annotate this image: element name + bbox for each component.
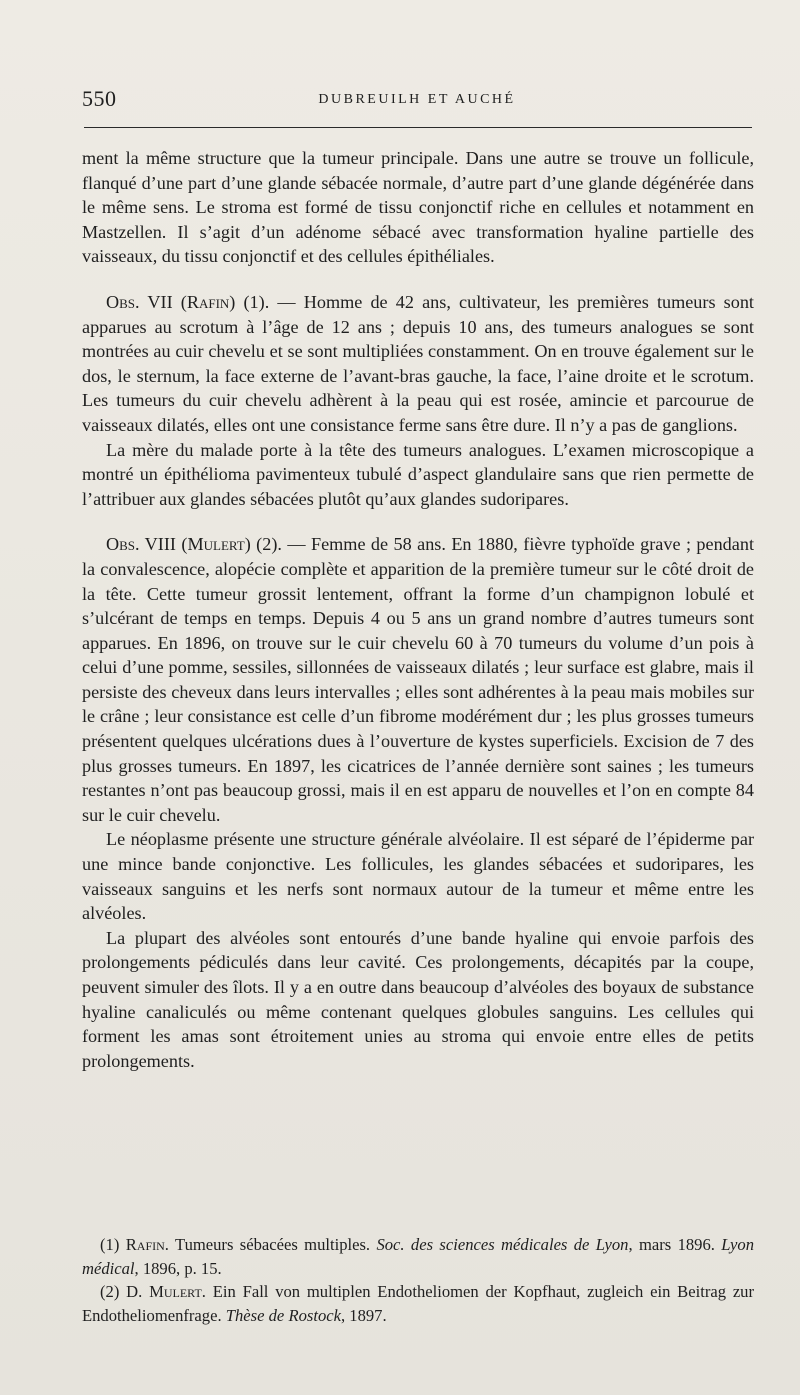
- header-rule: [84, 127, 752, 128]
- footnote-text: , 1896, p. 15.: [134, 1258, 222, 1278]
- footnote-journal: Lyon médical: [82, 1235, 754, 1278]
- paragraph-text: — Femme de 58 ans. En 1880, fièvre typhoïde grave ; pendant la convalescence, alopécie complète et apparition de la première tumeur sur le côté droit de la tête. Cette tumeur grossit lentement, offrant la forme d’un champignon lobulé et s’ulcérant de temps en temps. Depuis 4 ou 5 ans un grand nombre d’autres tumeurs sont apparues. En 1896, on trouve sur le cuir chevelu 60 à 70 tumeurs du volume d’un pois à celui d’une pomme, sessiles, sillonnées de vaisseaux dilatés ; leur surface est glabre, mais il persiste des cheveux dans leurs intervalles ; elles sont adhérentes à la peau mais mobiles sur le crâne ; leur consistance est celle d’un fibrome modérément dur ; les plus grosses tumeurs présentent quelques ulcérations dues à l’ouverture de kystes superficiels. Excision de 7 des plus grosses tumeurs. En 1897, les cicatrices de l’année dernière sont saines ; les tumeurs restantes n’ont pas beaucoup grossi, mais il en est apparu de nouvelles et l’on en compte 84 sur le cuir chevelu.: [82, 534, 754, 825]
- footnote-journal: Thèse de Rostock: [225, 1305, 341, 1325]
- observation-heading: Obs. VII (Rafin) (1).: [106, 291, 270, 312]
- footnote-journal: Soc. des sciences médicales de Lyon: [376, 1235, 629, 1254]
- footnote-marker: (1): [100, 1235, 120, 1254]
- page-header: [82, 86, 752, 116]
- body-text: [82, 146, 754, 1073]
- footnote-text: , mars 1896.: [628, 1235, 722, 1254]
- footnote-author: Rafin.: [125, 1235, 169, 1254]
- running-head: DUBREUILH ET AUCHÉ: [318, 92, 516, 107]
- footnote-text: Ein Fall von multiplen Endotheliomen der Kopfhaut, zugleich ein Beitrag zur Endotheliomenfrage.: [82, 1282, 755, 1325]
- footnotes: [82, 1233, 754, 1327]
- footnote-text: , 1897.: [340, 1305, 387, 1325]
- paragraph: La plupart des alvéoles sont entourés d’une bande hyaline qui envoie parfois des prolongements pédiculés dans leur cavité. Ces prolongements, décapités par la coupe, peuvent simuler des îlots. Il y a en outre dans beaucoup d’alvéoles des boyaux de substance hyaline canaliculés ou même contenant quelques globules sanguins. Les cellules qui forment les amas sont étroitement unies au stroma qui envoie entre elles de petits prolongements.: [82, 927, 754, 1071]
- paragraph: Le néoplasme présente une structure générale alvéolaire. Il est séparé de l’épiderme par une mince bande conjonctive. Les follicules, les glandes sébacées et sudoripares, les vaisseaux sanguins et les nerfs sont normaux autour de la tumeur et même entre les alvéoles.: [82, 829, 754, 924]
- paragraph: La mère du malade porte à la tête des tumeurs analogues. L’examen microscopique a montré un épithélioma pavimenteux tubulé d’aspect glandulaire sans que rien permette de l’attribuer aux glandes sébacées plutôt qu’aux glandes sudoripares.: [82, 439, 754, 509]
- footnote-text: Tumeurs sébacées multiples.: [168, 1235, 377, 1254]
- paragraph-text: — Homme de 42 ans, cultivateur, les premières tumeurs sont apparues au scrotum à l’âge de 12 ans ; depuis 10 ans, des tumeurs analogues se sont montrées au cuir chevelu et se sont multipliées constamment. On en trouve également sur le dos, le sternum, la face externe de l’avant-bras gauche, la face, l’aine droite et le scrotum. Les tumeurs du cuir chevelu adhèrent à la peau qui est rosée, amincie et parcourue de vaisseaux dilatés, elles ont une consistance ferme sans être dure. Il n’y a pas de ganglions.: [82, 291, 754, 435]
- observation-heading: Obs. VIII (Mulert) (2).: [106, 534, 282, 555]
- footnote-2: [82, 1280, 754, 1327]
- paragraph-obs-vii: [82, 290, 754, 438]
- footnote-author: D. Mulert.: [126, 1282, 206, 1301]
- paragraph-continuation: ment la même structure que la tumeur principale. Dans une autre se trouve un follicule, flanqué d’une part d’une glande sébacée normale, d’autre part d’une glande dégénérée dans le même sens. Le stroma est formé de tissu conjonctif riche en cellules et notamment en Mastzellen. Il s’agit d’un adénome sébacé avec transformation hyaline partielle des vaisseaux, du tissu conjonctif et des cellules épithéliales.: [82, 148, 754, 267]
- footnote-marker: (2): [100, 1282, 120, 1301]
- page-number: 550: [82, 86, 117, 111]
- footnote-1: [82, 1233, 754, 1280]
- paragraph-obs-viii: [82, 532, 754, 827]
